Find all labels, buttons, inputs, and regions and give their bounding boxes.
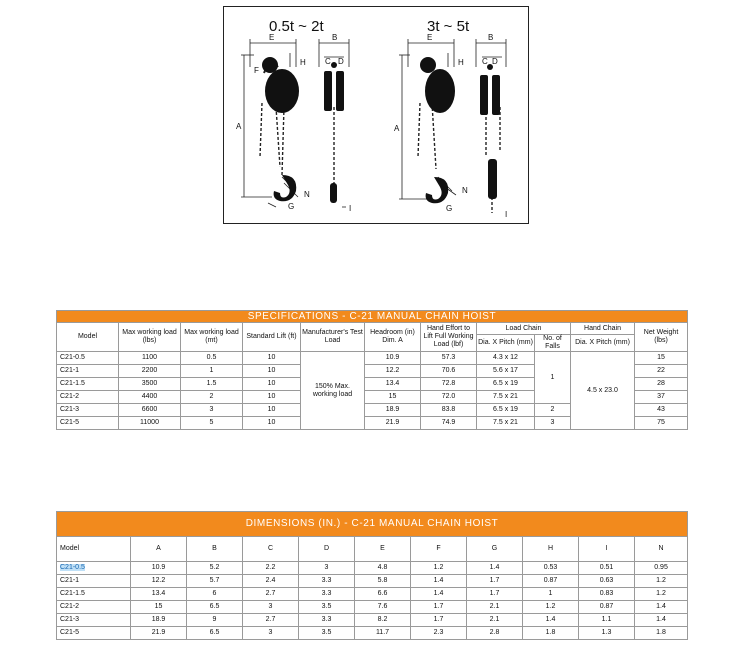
table-row: C21-1.5 3500 1.5 10 13.4 72.8 6.5 x 19 28	[57, 378, 688, 391]
label-d: D	[338, 57, 344, 66]
dims-col-e: E	[355, 537, 411, 562]
col-hand-chain-dia: Dia. X Pitch (mm)	[571, 335, 635, 352]
dims-col-f: F	[411, 537, 467, 562]
label-i: I	[349, 204, 352, 213]
dims-col-h: H	[523, 537, 579, 562]
label-g-right: G	[446, 204, 453, 213]
table-row: C21-2 15 6.5 3 3.5 7.6 1.7 2.1 1.2 0.87 1.4	[57, 601, 688, 614]
table-row: C21-0.5 10.9 5.2 2.2 3 4.8 1.2 1.4 0.53 0.51 0.95	[57, 562, 688, 575]
col-load-chain: Load Chain	[477, 323, 571, 335]
spec-title: SPECIFICATIONS - C-21 MANUAL CHAIN HOIST	[57, 311, 688, 323]
dims-col-b: B	[187, 537, 243, 562]
dims-col-model: Model	[57, 537, 131, 562]
label-a: A	[236, 122, 242, 131]
col-test-load: Manufacturer's Test Load	[301, 323, 365, 352]
col-load-chain-dia: Dia. X Pitch (mm)	[477, 335, 535, 352]
falls-single: 1	[535, 352, 571, 404]
dims-title: DIMENSIONS (IN.) - C-21 MANUAL CHAIN HOIST	[57, 512, 688, 537]
label-h: H	[300, 58, 306, 67]
col-headroom: Headroom (in) Dim. A	[365, 323, 421, 352]
dims-col-n: N	[635, 537, 688, 562]
col-load-chain-falls: No. of Falls	[535, 335, 571, 352]
selected-model-cell[interactable]: C21-0.5	[60, 564, 85, 571]
label-a-right: A	[394, 124, 400, 133]
label-i-right: I	[505, 210, 508, 219]
label-b: B	[332, 33, 338, 42]
col-net-weight: Net Weight (lbs)	[635, 323, 688, 352]
caption-small-hoists: 0.5t ~ 2t	[269, 18, 324, 35]
col-hand-effort: Hand Effort to Lift Full Working Load (lbf)	[421, 323, 477, 352]
label-h-right: H	[458, 58, 464, 67]
label-n-right: N	[462, 186, 468, 195]
col-max-load-lbs: Max working load (lbs)	[119, 323, 181, 352]
table-row: C21-3 18.9 9 2.7 3.3 8.2 1.7 2.1 1.4 1.1 1.4	[57, 614, 688, 627]
hoist-body	[265, 69, 299, 113]
table-row: C21-5 21.9 6.5 3 3.5 11.7 2.3 2.8 1.8 1.3 1.8	[57, 627, 688, 640]
label-g: G	[288, 202, 295, 211]
dims-col-a: A	[131, 537, 187, 562]
table-row: C21-1 12.2 5.7 2.4 3.3 5.8 1.4 1.7 0.87 0.63 1.2	[57, 575, 688, 588]
dim-g-line	[268, 203, 276, 207]
col-max-load-mt: Max working load (mt)	[181, 323, 243, 352]
table-row: C21-2 4400 2 10 15 72.0 7.5 x 21 37	[57, 391, 688, 404]
col-hand-chain: Hand Chain	[571, 323, 635, 335]
label-e-right: E	[427, 33, 433, 42]
label-n: N	[304, 190, 310, 199]
specifications-table	[56, 310, 688, 430]
label-b-right: B	[488, 33, 494, 42]
dims-col-g: G	[467, 537, 523, 562]
top-hook	[262, 57, 278, 73]
col-standard-lift: Standard Lift (ft)	[243, 323, 301, 352]
table-row: C21-3 6600 3 10 18.9 83.8 6.5 x 19 2 43	[57, 404, 688, 417]
table-row: C21-1.5 13.4 6 2.7 3.3 6.6 1.4 1.7 1 0.83 1.2	[57, 588, 688, 601]
label-e: E	[269, 33, 275, 42]
dims-col-d: D	[299, 537, 355, 562]
test-load-value: 150% Max. working load	[301, 352, 365, 430]
dims-col-c: C	[243, 537, 299, 562]
col-model: Model	[57, 323, 119, 352]
table-row: C21-0.5 1100 0.5 10 150% Max. working load 10.9 57.3 4.3 x 12 1 4.5 x 23.0 15	[57, 352, 688, 365]
hoist-drawing	[224, 7, 530, 225]
label-f: F	[254, 66, 259, 75]
table-row: C21-5 11000 5 10 21.9 74.9 7.5 x 21 3 75	[57, 417, 688, 430]
label-c-right: C	[482, 57, 488, 66]
table-row: C21-1 2200 1 10 12.2 70.6 5.6 x 17 22	[57, 365, 688, 378]
dimensions-table	[56, 511, 688, 640]
hand-chain-left	[260, 103, 262, 157]
label-c: C	[325, 57, 331, 66]
caption-large-hoists: 3t ~ 5t	[427, 18, 470, 35]
dims-col-i: I	[579, 537, 635, 562]
hoist-diagram	[223, 6, 529, 224]
hand-chain-value: 4.5 x 23.0	[571, 352, 635, 430]
label-d-right: D	[492, 57, 498, 66]
bottom-hook	[274, 175, 297, 201]
